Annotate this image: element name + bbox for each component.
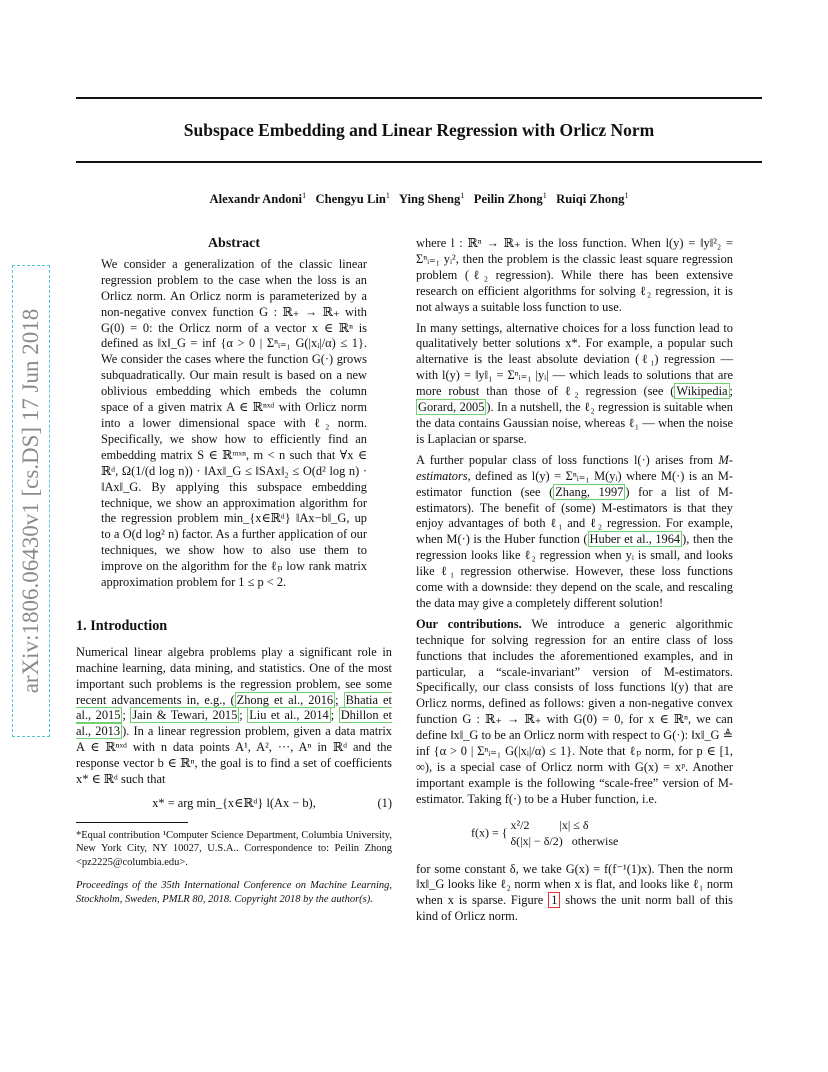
body-paragraph: In many settings, alternative choices for a loss function lead to qualitatively better solutions x*. For example, a popular such alternative is the least absolute deviation (ℓ₁) regression — with l(y) = ‖y‖₁ = Σⁿᵢ₌₁ |yᵢ| — which leads to solutions that are more robust than those of ℓ₂ regression (see ( Wikipedia ; Gorard, 2005 ). In a nutshell, the ℓ₂ regression is suitable when the data contains Gaussian noise, whereas ℓ₁ — when the noise is Laplacian or sparse. (416, 320, 733, 446)
arxiv-stamp-text: arXiv:1806.06430v1 [cs.DS] 17 Jun 2018 (18, 308, 43, 694)
author-name: Ying Sheng (398, 192, 461, 207)
citation-link[interactable]: Dhillon et al., 2013 (76, 708, 392, 739)
title-rule (76, 161, 762, 163)
section-heading-introduction: 1. Introduction (76, 617, 168, 634)
equation-number: (1) (377, 796, 392, 810)
author-affil-mark: 1 (385, 191, 390, 200)
contributions-paragraph: Our contributions. We introduce a generic algorithmic technique for solving regression for an entire class of loss functions that includes the aforementioned examples, and in particular, a “scale-invariant” version of M-estimators. Specifically, our class consists of loss functions l(y) that are Orlicz norms, defined as follows: given a non-negative convex function G : ℝ₊ → ℝ₊ with G(0) = 0, for x ∈ ℝⁿ, we can define ‖x‖_G to be an Orlicz norm with respect to G(·): ‖x‖_G ≜ inf {α > 0 | Σⁿᵢ₌₁ G(|xᵢ|/α) ≤ 1}. Note that ℓₚ norm, for p ∈ [1, ∞), is a special case of Orlicz norm with G(x) = xᵖ. Another important example is the following “scale-free” version of M-estimator. Taking f(·) to be a Huber function, i.e. (416, 616, 733, 806)
footnote-rule (76, 822, 188, 823)
arxiv-stamp-link[interactable] (12, 265, 50, 737)
abstract-text: We consider a generalization of the classic linear regression problem to the case when the loss is an Orlicz norm. An Orlicz norm is parameterized by a non-negative convex function G : ℝ₊ → ℝ₊ with G(0) = 0: the Orlicz norm of a vector x ∈ ℝⁿ is defined as ‖x‖_G = inf {α > 0 | Σⁿᵢ₌₁ G(|xᵢ|/α) ≤ 1}. We consider the cases where the function G(·) grows subquadratically. Our main result is based on a new oblivious embedding which embeds the column space of a given matrix A ∈ ℝⁿˣᵈ with Orlicz norm into a lower dimensional space with ℓ₂ norm. Specifically, we show how to efficiently find an embedding matrix S ∈ ℝᵐˣⁿ, m < n such that ∀x ∈ ℝᵈ, Ω(1/(d log n)) · ‖Ax‖_G ≤ ‖SAx‖₂ ≤ O(d² log n) · ‖Ax‖_G. By applying this subspace embedding technique, we show an approximation algorithm for the regression problem min_{x∈ℝᵈ} ‖Ax−b‖_G, up to a O(d log² n) factor. As a further application of our techniques, we show how to also use them to improve on the algorithm for the ℓₚ low rank matrix approximation problem for 1 ≤ p < 2. (101, 256, 367, 590)
huber-piecewise-equation: f(x) = { x²/2 |x| ≤ δ δ(|x| − δ/2) otherwise (471, 817, 619, 848)
equation-1-body: x* = arg min_{x∈ℝᵈ} l(Ax − b), (152, 796, 316, 810)
author-name: Ruiqi Zhong (556, 192, 625, 207)
author-affil-mark: 1 (542, 191, 547, 200)
abstract-heading: Abstract (207, 236, 261, 251)
footnote-affiliation: *Equal contribution ¹Computer Science Department, Columbia University, New York City, NY 10027, U.S.A.. Correspondence to: Peilin Zhong <pz2225@columbia.edu>. (76, 829, 392, 868)
author-name: Alexandr Andoni (209, 192, 303, 207)
right-column (416, 236, 733, 930)
intro-paragraph: Numerical linear algebra problems play a significant role in machine learning, data mining, and statistics. One of the most important such problems is the regression problem, see some recent advancements in, e.g., ( Zhong et al., 2016 ; Bhatia et al., 2015 ; Jain & Tewari, 2015 ; Liu et al., 2014 ; Dhillon et al., 2013 ). In a linear regression problem, given a data matrix A ∈ ℝⁿˣᵈ with n data points A¹, A², ···, Aⁿ in ℝᵈ and the response vector b ∈ ℝⁿ, the goal is to find a set of coefficients x* ∈ ℝᵈ such that (76, 644, 392, 787)
body-paragraph: for some constant δ, we take G(x) = f(f⁻¹(1)x). Then the norm ‖x‖_G looks like ℓ₂ norm when x is flat, and looks like ℓ₁ norm when x is sparse. Figure 1 shows the unit norm ball of this kind of Orlicz norm. (416, 861, 733, 924)
citation-link[interactable]: Jain & Tewari, 2015 (132, 708, 238, 723)
body-paragraph: A further popular class of loss functions l(·) arises from M-estimators, defined as l(y) = Σⁿᵢ₌₁ M(yᵢ) where M(·) is an M-estimator function (see ( Zhang, 1997 ) for a list of M-estimators). The benefit of (some) M-estimators is that they enjoy advantages of both ℓ₁ and ℓ₂ regression. For example, when M(·) is the Huber function ( Huber et al., 1964 ), then the regression looks like ℓ₂ regression when yᵢ is small, and looks like ℓ₁ regression otherwise. However, these loss functions come with a downside: they depend on the scale, and rescaling the data may give a completely different solution! (416, 452, 734, 610)
citation-link[interactable]: Zhang, 1997 (555, 484, 624, 499)
citation-link[interactable]: Zhong et al., 2016 (236, 692, 334, 707)
citation-link[interactable]: Liu et al., 2014 (249, 708, 329, 723)
author-affil-mark: 1 (460, 191, 465, 200)
citation-link[interactable]: Wikipedia (676, 384, 728, 399)
citation-link[interactable]: Gorard, 2005 (418, 400, 485, 415)
author-name: Chengyu Lin (315, 192, 386, 207)
author-list (76, 191, 762, 207)
body-paragraph: where l : ℝⁿ → ℝ₊ is the loss function. When l(y) = ‖y‖²₂ = Σⁿᵢ₌₁ yᵢ², then the problem is the classic least square regression problem (ℓ₂ regression). While there has been extensive research on efficient algorithms for solving ℓ₂ regression, it is not always a suitable loss function to use. (416, 236, 733, 314)
top-rule (76, 97, 762, 99)
author-name: Peilin Zhong (473, 192, 543, 207)
left-column (76, 236, 392, 916)
citation-link[interactable]: Huber et al., 1964 (589, 532, 681, 547)
citation-link[interactable]: Bhatia et al., 2015 (76, 692, 392, 723)
footnote-proceedings: Proceedings of the 35th International Conference on Machine Learning, Stockholm, Sweden, PMLR 80, 2018. Copyright 2018 by the author(s). (76, 880, 392, 905)
figure-reference-link[interactable]: 1 (548, 892, 560, 908)
paper-title: Subspace Embedding and Linear Regression with Orlicz Norm (183, 120, 655, 140)
author-affil-mark: 1 (624, 191, 629, 200)
contributions-run-in-heading: Our contributions. (416, 616, 522, 631)
equation-1 (76, 796, 392, 812)
author-affil-mark: 1 (302, 191, 307, 200)
